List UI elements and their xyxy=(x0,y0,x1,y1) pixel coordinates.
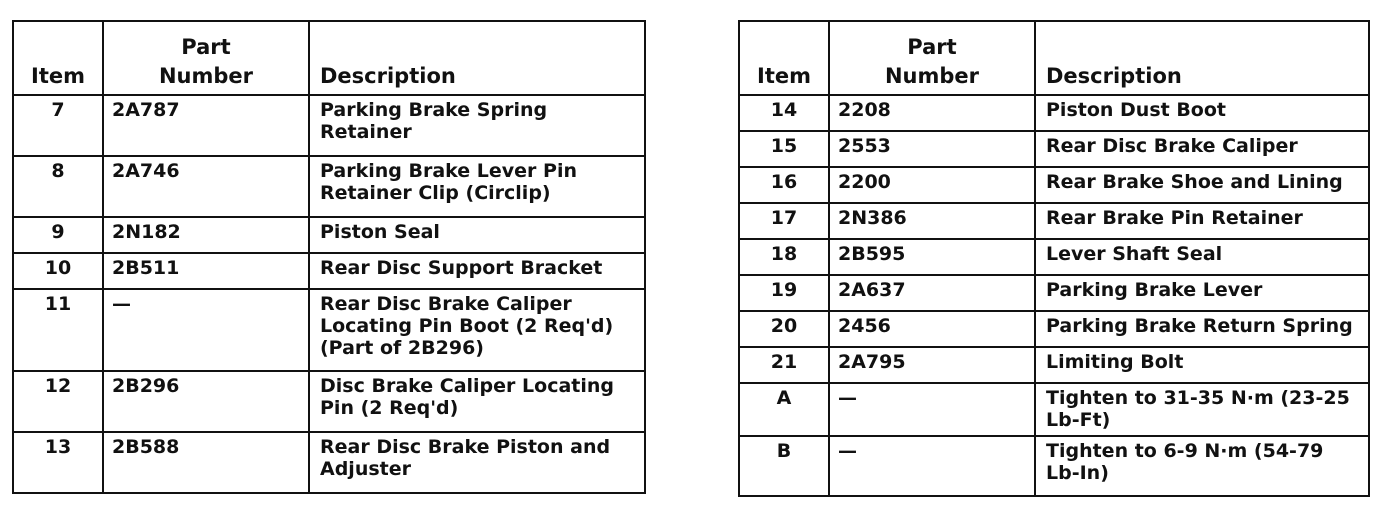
item-header: Item xyxy=(739,21,829,95)
desc-line: Tighten to 31-35 N·m (23-25 xyxy=(1046,387,1350,409)
desc-line: Parking Brake Lever xyxy=(1046,279,1263,301)
item-cell: 7 xyxy=(13,95,103,156)
description-cell xyxy=(309,156,645,217)
desc-line: Parking Brake Lever Pin xyxy=(320,160,578,182)
part-number-cell: 2N182 xyxy=(103,217,309,253)
header-row xyxy=(13,21,645,95)
description-cell xyxy=(1035,436,1369,496)
header-row xyxy=(739,21,1369,95)
description-cell xyxy=(309,289,645,371)
part-number-cell: 2B588 xyxy=(103,432,309,493)
table-row xyxy=(739,311,1369,347)
desc-line: Rear Disc Brake Caliper xyxy=(320,293,572,315)
part-number-cell: 2208 xyxy=(829,95,1035,131)
desc-line: Pin (2 Req'd) xyxy=(320,397,459,419)
part-number-cell: 2B595 xyxy=(829,239,1035,275)
part-number-cell: 2N386 xyxy=(829,203,1035,239)
table-row xyxy=(13,253,645,289)
table-row xyxy=(739,239,1369,275)
table-row xyxy=(739,131,1369,167)
description-cell xyxy=(309,217,645,253)
table-row xyxy=(13,289,645,371)
part-number-header xyxy=(829,21,1035,95)
desc-line: Lever Shaft Seal xyxy=(1046,243,1223,265)
parts-table-left xyxy=(12,20,646,494)
desc-line: Tighten to 6-9 N·m (54-79 xyxy=(1046,440,1324,462)
part-number-cell: 2A746 xyxy=(103,156,309,217)
desc-line: Limiting Bolt xyxy=(1046,351,1184,373)
description-cell xyxy=(1035,203,1369,239)
part-number-cell: 2A787 xyxy=(103,95,309,156)
item-cell: 14 xyxy=(739,95,829,131)
item-cell: 11 xyxy=(13,289,103,371)
part-number-cell: 2200 xyxy=(829,167,1035,203)
description-header: Description xyxy=(1035,21,1369,95)
part-number-cell: 2A637 xyxy=(829,275,1035,311)
part-number-cell: 2B296 xyxy=(103,371,309,432)
description-cell xyxy=(1035,311,1369,347)
description-cell xyxy=(1035,95,1369,131)
part-number-cell: 2A795 xyxy=(829,347,1035,383)
item-header: Item xyxy=(13,21,103,95)
desc-line: Disc Brake Caliper Locating xyxy=(320,375,614,397)
table-row xyxy=(739,275,1369,311)
description-cell xyxy=(1035,383,1369,436)
table-row xyxy=(739,347,1369,383)
part-number-cell: 2553 xyxy=(829,131,1035,167)
description-header: Description xyxy=(309,21,645,95)
desc-line: Parking Brake Spring xyxy=(320,99,548,121)
desc-line: Rear Disc Support Bracket xyxy=(320,257,603,279)
item-cell: 9 xyxy=(13,217,103,253)
description-cell xyxy=(1035,239,1369,275)
description-cell xyxy=(1035,131,1369,167)
table-row xyxy=(739,436,1369,496)
table-row xyxy=(13,371,645,432)
part-number-cell: — xyxy=(829,383,1035,436)
part-number-cell: 2B511 xyxy=(103,253,309,289)
desc-line: Retainer Clip (Circlip) xyxy=(320,182,551,204)
desc-line: Parking Brake Return Spring xyxy=(1046,315,1353,337)
desc-line: Retainer xyxy=(320,121,412,143)
item-cell: A xyxy=(739,383,829,436)
table-row xyxy=(739,383,1369,436)
desc-line: Piston Dust Boot xyxy=(1046,99,1226,121)
table-row xyxy=(739,167,1369,203)
part-number-cell: — xyxy=(103,289,309,371)
table-row xyxy=(13,95,645,156)
item-cell: 19 xyxy=(739,275,829,311)
desc-line: Adjuster xyxy=(320,458,411,480)
item-cell: 10 xyxy=(13,253,103,289)
description-cell xyxy=(309,253,645,289)
parts-table-right xyxy=(738,20,1370,497)
description-cell xyxy=(1035,347,1369,383)
table-row xyxy=(13,432,645,493)
description-cell xyxy=(1035,275,1369,311)
part-header-line1: Part xyxy=(907,35,957,59)
description-cell xyxy=(309,432,645,493)
item-cell: 20 xyxy=(739,311,829,347)
item-cell: 15 xyxy=(739,131,829,167)
desc-line: Lb-Ft) xyxy=(1046,409,1111,431)
item-cell: 17 xyxy=(739,203,829,239)
item-cell: B xyxy=(739,436,829,496)
desc-line: Rear Disc Brake Caliper xyxy=(1046,135,1298,157)
item-cell: 18 xyxy=(739,239,829,275)
part-number-cell: — xyxy=(829,436,1035,496)
desc-line: (Part of 2B296) xyxy=(320,337,484,359)
desc-line: Piston Seal xyxy=(320,221,440,243)
desc-line: Rear Disc Brake Piston and xyxy=(320,436,611,458)
description-cell xyxy=(309,95,645,156)
table-row xyxy=(739,203,1369,239)
table-row xyxy=(13,156,645,217)
part-number-header xyxy=(103,21,309,95)
desc-line: Lb-In) xyxy=(1046,462,1109,484)
desc-line: Rear Brake Shoe and Lining xyxy=(1046,171,1343,193)
part-header-line2: Number xyxy=(158,64,254,88)
desc-line: Locating Pin Boot (2 Req'd) xyxy=(320,315,614,337)
item-cell: 12 xyxy=(13,371,103,432)
description-cell xyxy=(309,371,645,432)
item-cell: 13 xyxy=(13,432,103,493)
description-cell xyxy=(1035,167,1369,203)
part-header-line1: Part xyxy=(181,35,231,59)
table-row xyxy=(739,95,1369,131)
part-header-line2: Number xyxy=(884,64,980,88)
item-cell: 21 xyxy=(739,347,829,383)
desc-line: Rear Brake Pin Retainer xyxy=(1046,207,1303,229)
item-cell: 16 xyxy=(739,167,829,203)
table-row xyxy=(13,217,645,253)
item-cell: 8 xyxy=(13,156,103,217)
part-number-cell: 2456 xyxy=(829,311,1035,347)
